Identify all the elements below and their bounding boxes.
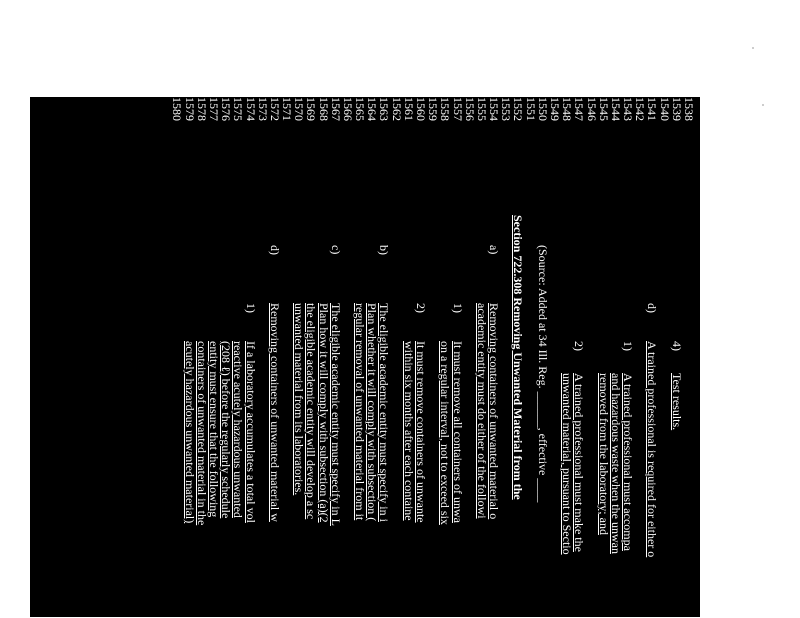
line-text: Removing containers of unwanted material w [267,303,282,522]
line-text: It must remove all containers of unwa [450,341,465,523]
list-marker: 2) [572,341,587,351]
line-number: 1552 [511,97,526,121]
line-number: 1547 [572,97,587,121]
document-line [549,97,561,617]
line-text: If a laboratory accumulates a total vol [243,341,258,523]
line-number: 1546 [584,97,599,121]
line-number: 1570 [292,97,307,121]
line-text: Test results. [669,373,684,431]
line-number: 1573 [255,97,270,121]
line-number: 1538 [682,97,696,121]
document-line [415,97,427,617]
page-text-block [30,97,700,617]
line-number: 1567 [328,97,343,121]
scan-speck [752,47,754,49]
line-number: 1559 [426,97,441,121]
line-text: A trained professional must accompa [621,373,636,551]
line-number: 1548 [560,97,575,121]
list-marker: d) [267,245,282,255]
scan-speck [762,104,764,106]
line-number: 1555 [474,97,489,121]
document-line [610,97,622,617]
line-number: 1549 [548,97,563,121]
document-line [184,97,196,617]
document-line [171,97,183,617]
list-marker: 1) [450,303,465,313]
list-marker: b) [377,245,392,255]
line-text: (Source: Added at 34 Ill. Reg. ______, effective ____ [535,245,550,503]
document-line [342,97,354,617]
line-number: 1572 [267,97,282,121]
document-line [634,97,646,617]
line-number: 1577 [206,97,221,121]
document-line [245,97,257,617]
line-number: 1564 [365,97,380,121]
document-line [622,97,634,617]
document-line [439,97,451,617]
list-marker: 4) [669,341,684,351]
line-number: 1576 [219,97,234,121]
line-number: 1558 [438,97,453,121]
line-number: 1557 [450,97,465,121]
list-marker: d) [645,303,660,313]
line-number: 1575 [231,97,246,121]
line-text: entity must ensure that the following [206,341,221,518]
document-line [525,97,537,617]
line-number: 1574 [243,97,258,121]
line-number: 1556 [462,97,477,121]
line-text: Plan whether it will comply with subsection ( [365,303,380,522]
document-line [220,97,232,617]
document-line [683,97,695,617]
line-number: 1539 [669,97,684,121]
document-line [281,97,293,617]
line-text: The eligible academic entity must specify in i [377,303,392,522]
list-marker: 2) [414,303,429,313]
document-line [512,97,524,617]
document-line [257,97,269,617]
document-line [452,97,464,617]
line-text: within six months after each containe [401,341,416,521]
document-line [659,97,671,617]
list-marker: 1) [243,303,258,313]
list-marker: 1) [621,341,636,351]
document-line [598,97,610,617]
document-line [561,97,573,617]
line-text: It must remove containers of unwante [414,341,429,523]
line-number: 1578 [194,97,209,121]
document-line [318,97,330,617]
document-line [476,97,488,617]
document-line [391,97,403,617]
document-line [573,97,585,617]
line-text: (208 ℓ) before the regularly schedule [219,341,234,519]
document-line [646,97,658,617]
document-line [330,97,342,617]
line-number: 1565 [353,97,368,121]
line-number: 1579 [182,97,197,121]
line-number: 1580 [170,97,185,121]
line-number: 1551 [523,97,538,121]
document-line [269,97,281,617]
line-number: 1569 [304,97,319,121]
line-text: removed from the laboratory; and [596,373,611,535]
document-line [403,97,415,617]
line-text: academic entity must do either of the followi [474,303,489,519]
line-text: the eligible academic entity will develop a sc [304,303,319,520]
line-text: and hazardous waste when the unwan [608,373,623,554]
line-text: Section 722.308 Removing Unwanted Material from the [511,215,526,500]
document-line [196,97,208,617]
line-number: 1568 [316,97,331,121]
document-line [208,97,220,617]
line-text: The eligible academic entity must specify in L [328,303,343,526]
document-line [354,97,366,617]
list-marker: c) [328,245,343,255]
document-line [305,97,317,617]
line-text: Plan how it will comply with subsection (a)(2 [316,303,331,523]
line-text: A trained professional must make the [572,373,587,552]
line-text: regular removal of unwanted material from it [353,303,368,521]
line-number: 1550 [535,97,550,121]
line-text: unwanted material from its laboratories. [292,303,307,496]
document-line [586,97,598,617]
line-number: 1544 [608,97,623,121]
document-line [488,97,500,617]
document-line [671,97,683,617]
document-line [464,97,476,617]
line-text: A trained professional is required for either o [645,341,660,558]
line-number: 1543 [621,97,636,121]
list-marker: a) [487,245,502,255]
line-number: 1560 [414,97,429,121]
line-number: 1561 [401,97,416,121]
line-text: acutely hazardous unwanted material) [182,341,197,524]
line-number: 1542 [633,97,648,121]
document-line [366,97,378,617]
line-number: 1562 [389,97,404,121]
line-text: Removing containers of unwanted material o [487,303,502,520]
scanned-page [30,97,700,617]
document-line [427,97,439,617]
line-number: 1545 [596,97,611,121]
document-line [537,97,549,617]
line-number: 1540 [657,97,672,121]
line-text: on a regular interval, not to exceed six [438,341,453,525]
line-text: containers of unwanted material in the [194,341,209,526]
line-number: 1563 [377,97,392,121]
document-line [500,97,512,617]
line-number: 1571 [280,97,295,121]
document-line [232,97,244,617]
line-text: unwanted material, pursuant to Sectio [560,373,575,555]
line-number: 1554 [487,97,502,121]
line-number: 1566 [340,97,355,121]
line-number: 1541 [645,97,660,121]
document-line [379,97,391,617]
line-number: 1553 [499,97,514,121]
line-text: reactive acutely hazardous unwanted [231,341,246,518]
document-line [293,97,305,617]
